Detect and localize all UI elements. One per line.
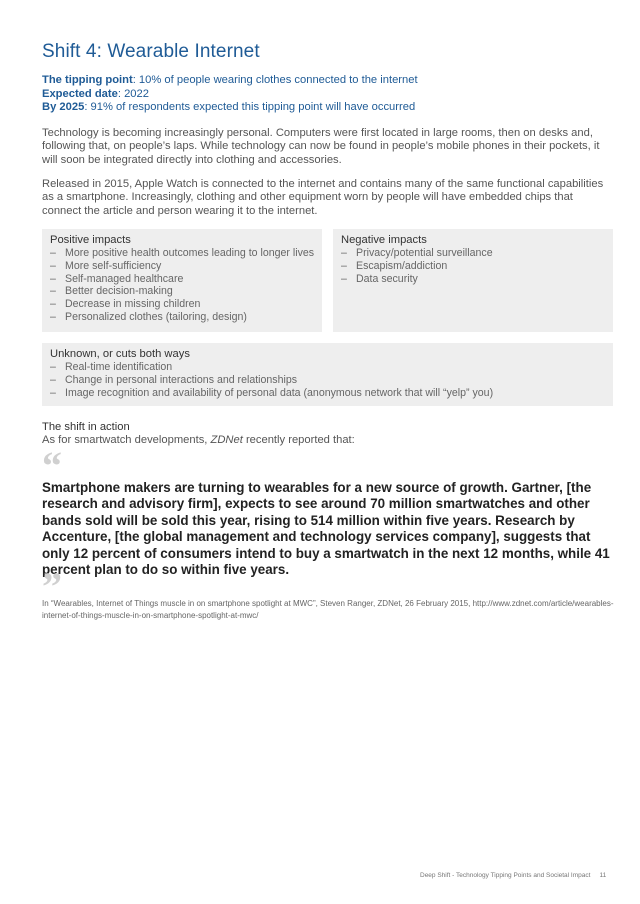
list-item [341,273,493,286]
list-item [50,285,314,298]
list-item [50,260,314,273]
close-quote-icon: ” [42,564,62,609]
list-item [50,247,314,260]
tipping-point-value: : 10% of people wearing clothes connected to the internet [132,74,418,86]
expected-date-value: : 2022 [117,87,149,100]
pull-quote: Smartphone makers are turning to wearables for a new source of growth. Gartner, [the research and advisory firm], expects to see around 70 million smartwatches and other bands sold will be sold this year, rising to 514 million within five years. Research by Accenture, [the global management and technology services company], suggests that only 12 percent of consumers intend to buy a smartwatch in the next 12 months, while 41 percent plan to do so within five years. [42,480,610,578]
list-item-text: Real-time identification [65,361,173,373]
list-item-text: Privacy/potential surveillance [356,247,493,259]
tipping-point-line [42,74,418,88]
list-item [50,374,493,387]
expected-date-line [42,88,418,102]
apple-watch-paragraph: Released in 2015, Apple Watch is connected to the internet and contains many of the same functional capabilities as a smartphone. Increasingly, clothing and other equipment worn by people will have embedded chips that connect the article and person wearing it to the internet. [42,178,604,217]
unknown-impacts-box [42,343,613,406]
list-item [50,273,314,286]
positive-impacts-list [50,247,314,324]
dash-marker: – [50,259,56,272]
list-item [50,387,493,400]
tipping-point-summary [42,74,418,115]
list-item-text: Image recognition and availability of personal data (anonymous network that will “yelp” you) [65,386,494,399]
dash-marker: – [50,247,56,259]
dash-marker: – [50,298,56,311]
dash-marker: – [50,285,56,298]
positive-impacts-title: Positive impacts [50,234,131,246]
list-item [50,311,314,324]
list-item-text: Decrease in missing children [65,298,201,311]
unknown-impacts-title: Unknown, or cuts both ways [50,348,190,360]
dash-marker: – [341,259,347,272]
dash-marker: – [50,310,56,323]
dash-marker: – [50,272,56,285]
page-number: 11 [599,872,607,879]
intro-paragraph: Technology is becoming increasingly personal. Computers were first located in large rooms, then on desks and, following that, on people’s laps. While technology can now be found in people’s mobile phones in their pockets, it will soon be integrated directly into clothing and accessories. [42,127,600,166]
shift-intro-suffix: recently reported that: [242,434,355,446]
list-item [341,260,493,273]
list-item-text: Data security [356,272,418,285]
dash-marker: – [50,373,56,386]
shift-intro-source: ZDNet [210,434,243,446]
dash-marker: – [50,361,56,373]
list-item [341,247,493,260]
negative-impacts-box [333,229,613,332]
dash-marker: – [50,386,56,399]
shift-in-action-heading: The shift in action [42,421,130,433]
quote-citation: In “Wearables, Internet of Things muscle in on smartphone spotlight at MWC”, Steven Ranger, ZDNet, 26 February 2015, http://www.zdnet.com/article/wearables-internet-of-things-muscle-in-on-smartphone-spotlight-at-mwc/ [42,599,614,620]
footer-text: Deep Shift - Technology Tipping Points and Societal Impact [420,872,591,879]
dash-marker: – [341,247,347,259]
list-item-text: Personalized clothes (tailoring, design) [65,310,247,323]
list-item [50,361,493,374]
list-item-text: Self-managed healthcare [65,272,184,285]
dash-marker: – [341,272,347,285]
list-item-text: Change in personal interactions and relationships [65,373,298,386]
list-item-text: More positive health outcomes leading to longer lives [65,247,315,259]
tipping-point-label: The tipping point [42,74,133,86]
by-2025-value: : 91% of respondents expected this tipping point will have occurred [84,101,416,113]
list-item-text: Better decision-making [65,285,173,298]
by-2025-line [42,101,418,115]
unknown-impacts-list [50,361,493,399]
by-2025-label: By 2025 [42,101,85,113]
list-item-text: More self-sufficiency [65,259,162,272]
positive-impacts-box [42,229,322,332]
list-item-text: Escapism/addiction [356,259,448,272]
expected-date-label: Expected date [42,87,118,100]
page-footer [420,872,606,879]
open-quote-icon: “ [42,443,62,488]
shift-intro-prefix: As for smartwatch developments, [42,434,211,446]
negative-impacts-title: Negative impacts [341,234,427,246]
shift-intro [42,434,355,446]
list-item [50,298,314,311]
page-title: Shift 4: Wearable Internet [42,41,260,62]
negative-impacts-list [341,247,493,285]
